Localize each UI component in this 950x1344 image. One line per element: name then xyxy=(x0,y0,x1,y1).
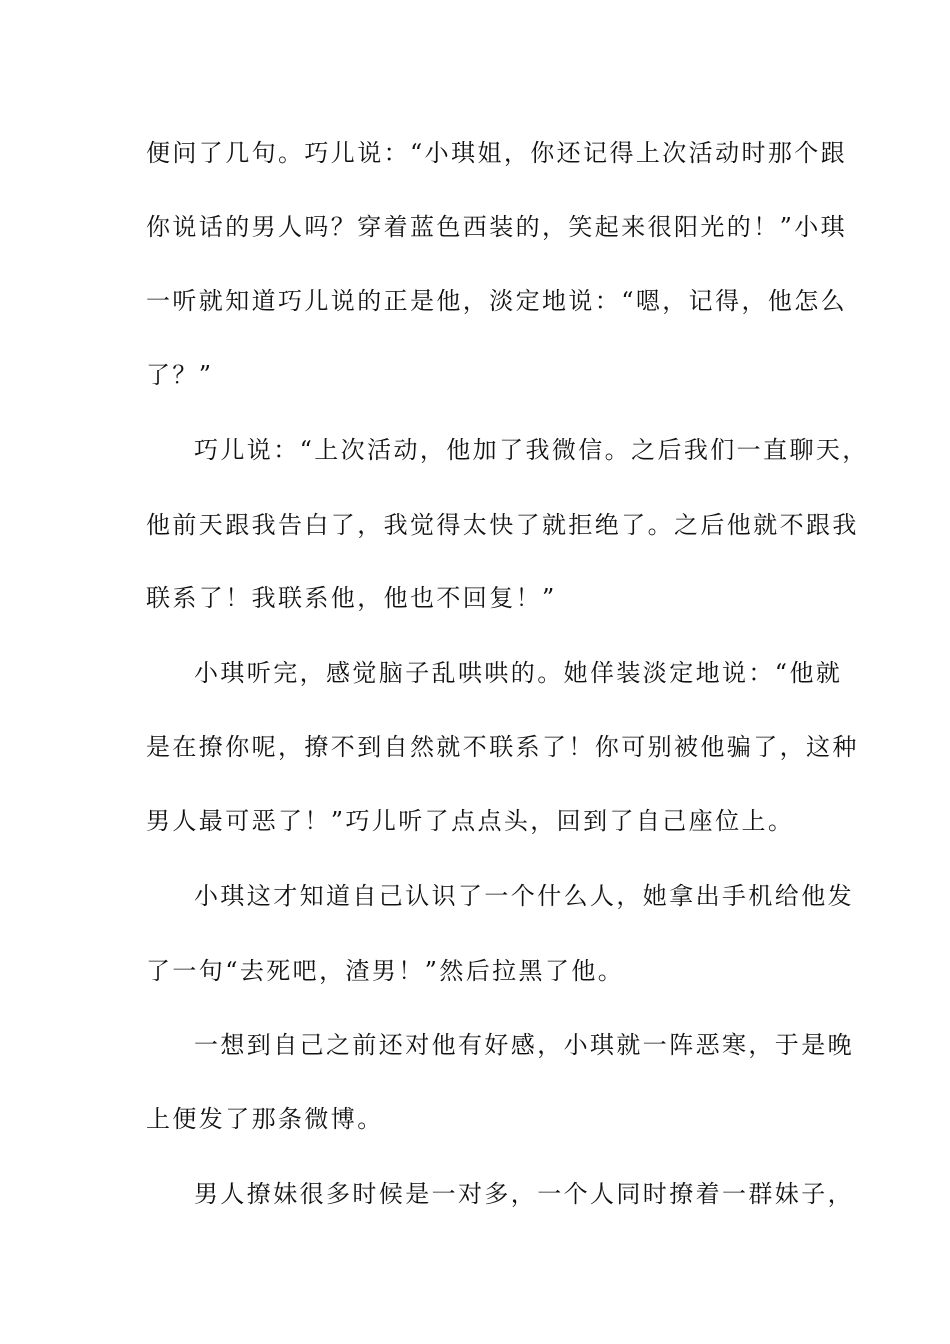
text-line: 男人撩妹很多时候是一对多，一个人同时撩着一群妹子， xyxy=(194,1180,854,1208)
text-line: 一想到自己之前还对他有好感，小琪就一阵恶寒，于是晚 xyxy=(194,1031,854,1059)
text-line: 一听就知道巧儿说的正是他，淡定地说：“嗯，记得，他怎么 xyxy=(146,287,848,315)
text-line: 他前天跟我告白了，我觉得太快了就拒绝了。之后他就不跟我 xyxy=(146,511,859,539)
text-line: 男人最可恶了！”巧儿听了点点头，回到了自己座位上。 xyxy=(146,807,795,835)
text-line: 联系了！我联系他，他也不回复！” xyxy=(146,584,557,612)
text-line: 了一句“去死吧，渣男！”然后拉黑了他。 xyxy=(146,957,625,985)
text-line: 便问了几句。巧儿说：“小琪姐，你还记得上次活动时那个跟 xyxy=(146,139,848,167)
text-line: 小琪这才知道自己认识了一个什么人，她拿出手机给他发 xyxy=(194,882,854,910)
text-line: 是在撩你呢，撩不到自然就不联系了！你可别被他骗了，这种 xyxy=(146,733,859,761)
text-line: 上便发了那条微博。 xyxy=(146,1105,384,1133)
text-line: 小琪听完，感觉脑子乱哄哄的。她佯装淡定地说：“他就 xyxy=(194,659,843,687)
text-line: 了？” xyxy=(146,361,214,389)
text-line: 你说话的男人吗？穿着蓝色西装的，笑起来很阳光的！”小琪 xyxy=(146,213,848,241)
text-line: 巧儿说：“上次活动，他加了我微信。之后我们一直聊天， xyxy=(194,436,869,464)
